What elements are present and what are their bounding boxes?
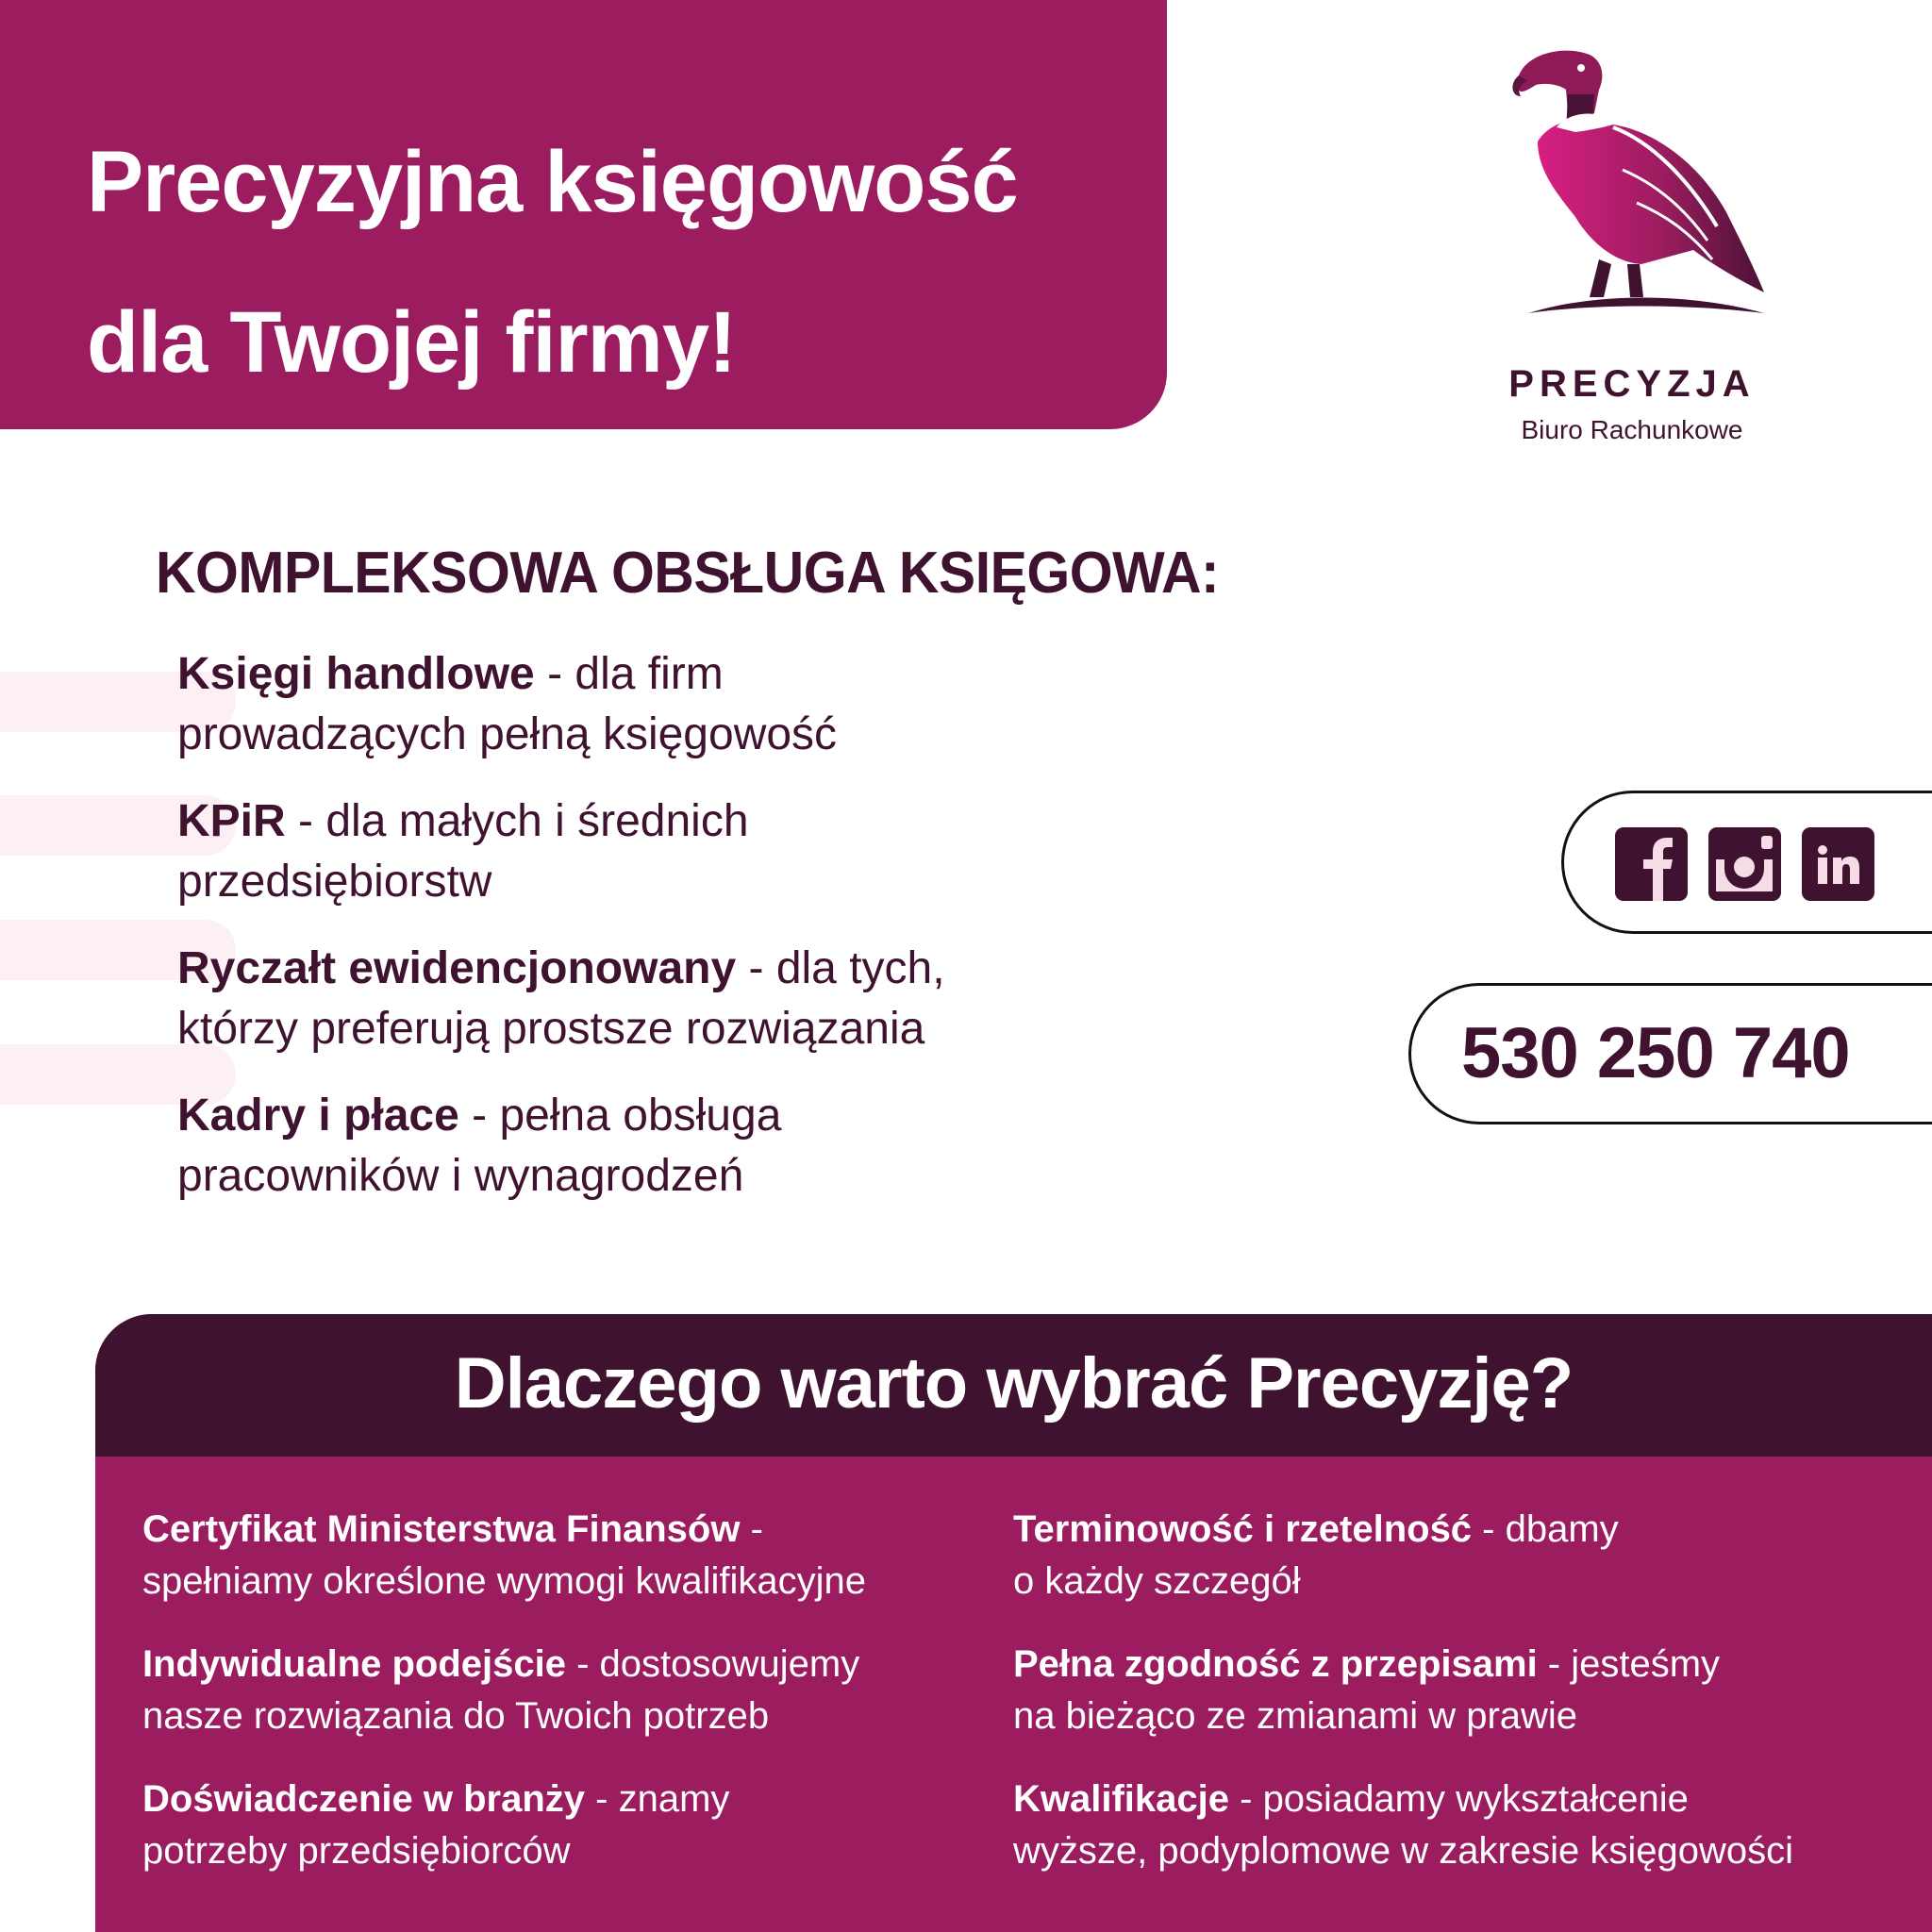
service-desc-line2: prowadzących pełną księgowość bbox=[177, 709, 838, 759]
benefit-title: Certyfikat Ministerstwa Finansów bbox=[142, 1508, 741, 1550]
services-heading: KOMPLEKSOWA OBSŁUGA KSIĘGOWA: bbox=[156, 541, 1220, 606]
service-desc-line2: pracowników i wynagrodzeń bbox=[177, 1151, 744, 1201]
service-title: Księgi handlowe bbox=[177, 649, 535, 699]
vulture-icon bbox=[1500, 38, 1774, 321]
hero-title-line-1: Precyzyjna księgowość bbox=[87, 134, 1018, 230]
service-item: KPiR - dla małych i średnich przedsiębiorstw bbox=[177, 796, 749, 907]
social-icons bbox=[1615, 827, 1874, 901]
hero-title-line-2: dla Twojej firmy! bbox=[87, 294, 737, 391]
service-title: Kadry i płace bbox=[177, 1091, 459, 1141]
benefit-desc: wyższe, podyplomowe w zakresie księgowości bbox=[1013, 1830, 1793, 1872]
logo-name: PRECYZJA bbox=[1508, 363, 1756, 405]
benefit-item: Terminowość i rzetelność - dbamy o każdy szczegół bbox=[1013, 1508, 1619, 1602]
benefit-item: Indywidualne podejście - dostosowujemy nasze rozwiązania do Twoich potrzeb bbox=[142, 1643, 860, 1737]
benefit-item: Pełna zgodność z przepisami - jesteśmy na bieżąco ze zmianami w prawie bbox=[1013, 1643, 1721, 1737]
phone-pill bbox=[1408, 983, 1932, 1124]
benefit-item: Kwalifikacje - posiadamy wykształcenie wyższe, podyplomowe w zakresie księgowości bbox=[1013, 1778, 1793, 1872]
services-list bbox=[177, 644, 1121, 1233]
instagram-icon[interactable] bbox=[1708, 827, 1781, 901]
why-us-header bbox=[95, 1314, 1932, 1457]
benefit-item: Doświadczenie w branży - znamy potrzeby przedsiębiorców bbox=[142, 1778, 730, 1872]
service-desc: pełna obsługa bbox=[499, 1091, 782, 1141]
hero-banner bbox=[0, 0, 1167, 429]
service-title: KPiR bbox=[177, 796, 286, 846]
why-us-title: Dlaczego warto wybrać Precyzję? bbox=[454, 1343, 1574, 1424]
benefit-title: Terminowość i rzetelność bbox=[1013, 1508, 1473, 1550]
company-logo bbox=[1472, 38, 1792, 444]
service-title: Ryczałt ewidencjonowany bbox=[177, 943, 737, 993]
benefit-desc: o każdy szczegół bbox=[1013, 1560, 1301, 1602]
benefit-desc: potrzeby przedsiębiorców bbox=[142, 1830, 571, 1872]
why-us-right-column bbox=[1013, 1504, 1843, 1908]
benefit-title: Indywidualne podejście bbox=[142, 1643, 566, 1685]
service-desc: dla tych, bbox=[775, 943, 945, 993]
service-desc: dla firm bbox=[575, 649, 724, 699]
service-item: Ryczałt ewidencjonowany - dla tych, którzy preferują prostsze rozwiązania bbox=[177, 943, 945, 1054]
benefit-desc: nasze rozwiązania do Twoich potrzeb bbox=[142, 1695, 770, 1737]
benefit-item: Certyfikat Ministerstwa Finansów - spełniamy określone wymogi kwalifikacyjne bbox=[142, 1508, 866, 1602]
service-item: Księgi handlowe - dla firm prowadzących pełną księgowość bbox=[177, 649, 838, 759]
service-desc-line2: przedsiębiorstw bbox=[177, 857, 492, 907]
benefit-title: Doświadczenie w branży bbox=[142, 1778, 586, 1820]
social-links-pill bbox=[1561, 791, 1932, 934]
hero-title bbox=[87, 102, 1018, 423]
service-item: Kadry i płace - pełna obsługa pracowników i wynagrodzeń bbox=[177, 1091, 782, 1201]
linkedin-icon[interactable] bbox=[1802, 827, 1874, 901]
why-us-panel bbox=[95, 1314, 1932, 1932]
why-us-left-column bbox=[142, 1504, 973, 1908]
service-desc-line2: którzy preferują prostsze rozwiązania bbox=[177, 1004, 925, 1054]
benefit-title: Pełna zgodność z przepisami bbox=[1013, 1643, 1538, 1685]
benefit-desc: spełniamy określone wymogi kwalifikacyjne bbox=[142, 1560, 866, 1602]
benefit-title: Kwalifikacje bbox=[1013, 1778, 1230, 1820]
logo-subtitle: Biuro Rachunkowe bbox=[1521, 415, 1743, 444]
service-desc: dla małych i średnich bbox=[325, 796, 749, 846]
phone-number[interactable]: 530 250 740 bbox=[1461, 1013, 1850, 1093]
benefit-desc: na bieżąco ze zmianami w prawie bbox=[1013, 1695, 1578, 1737]
facebook-icon[interactable] bbox=[1615, 827, 1688, 901]
